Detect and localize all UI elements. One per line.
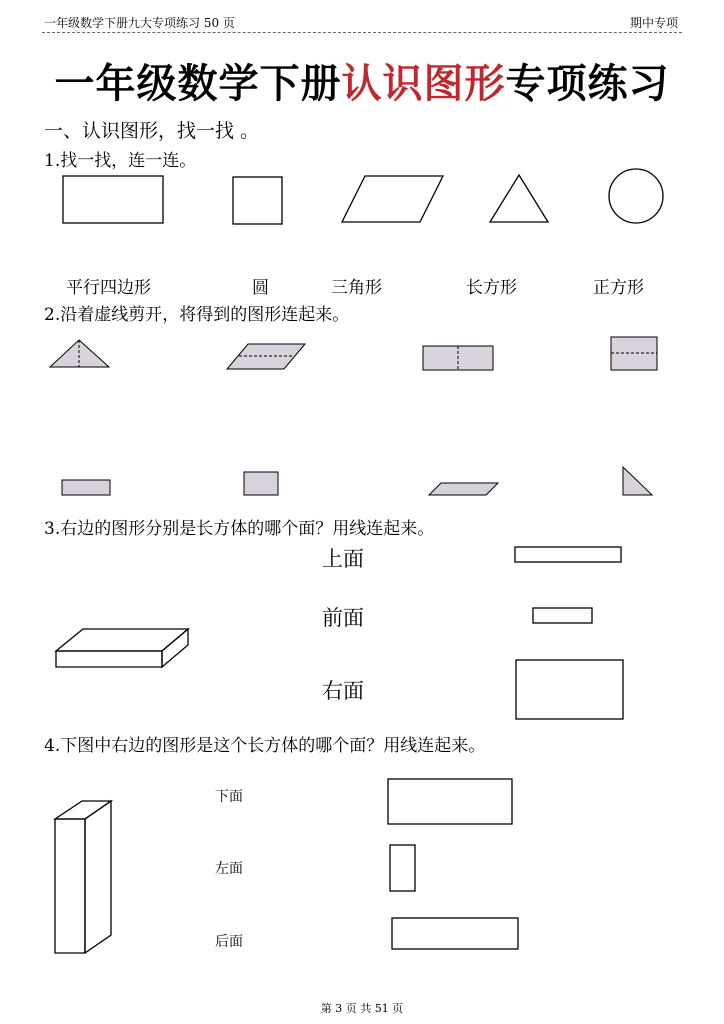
q3-face-front-label: 前面 [322, 606, 364, 630]
q3-face-rect-right [516, 660, 623, 719]
title-part1: 一年级数学下册 [54, 60, 342, 107]
q3-face-rect-top [515, 547, 621, 562]
q2-result-triangle [623, 467, 652, 495]
q4-cuboid [55, 801, 111, 953]
q1-label-square: 正方形 [593, 278, 644, 298]
q3-face-right-label: 右面 [322, 679, 364, 703]
q4-face-rect-back [392, 918, 518, 949]
q4-face-rect-bottom [388, 779, 512, 824]
q1-parallelogram-shape [342, 176, 443, 222]
q2-text: 2.沿着虚线剪开，将得到的图形连起来。 [44, 305, 350, 325]
q1-label-parallelogram: 平行四边形 [66, 278, 151, 298]
q4-face-bottom-label: 下面 [215, 789, 243, 805]
q1-triangle-shape [490, 175, 548, 222]
q1-square-shape [233, 177, 282, 224]
q2-result-parallelogram [429, 483, 498, 495]
q1-text: 1.找一找，连一连。 [44, 151, 197, 171]
section-heading: 一、认识图形，找一找 。 [44, 120, 260, 142]
title-part3: 专项练习 [505, 60, 670, 107]
q2-result-square [244, 472, 278, 495]
q3-text: 3.右边的图形分别是长方体的哪个面？用线连起来。 [44, 519, 435, 539]
q4-face-left-label: 左面 [215, 861, 243, 877]
q1-label-circle: 圆 [252, 278, 269, 298]
q4-face-rect-left [390, 845, 415, 891]
q1-circle-shape [609, 169, 663, 223]
title-part2: 认识图形 [341, 60, 506, 107]
page-footer: 第 3 页 共 51 页 [320, 1002, 404, 1015]
q4-face-back-label: 后面 [215, 934, 243, 950]
q3-cuboid [56, 629, 188, 667]
q2-result-rectangle [62, 480, 110, 495]
q4-text: 4.下图中右边的图形是这个长方体的哪个面？用线连起来。 [44, 736, 486, 756]
q3-face-rect-front [533, 608, 592, 623]
header-right: 期中专项 [629, 16, 678, 30]
header-left: 一年级数学下册九大专项练习 50 页 [44, 16, 235, 30]
q1-rectangle-shape [63, 176, 163, 223]
q1-label-triangle: 三角形 [331, 278, 382, 298]
q1-label-rectangle: 长方形 [466, 278, 517, 298]
q3-face-top-label: 上面 [322, 547, 364, 571]
